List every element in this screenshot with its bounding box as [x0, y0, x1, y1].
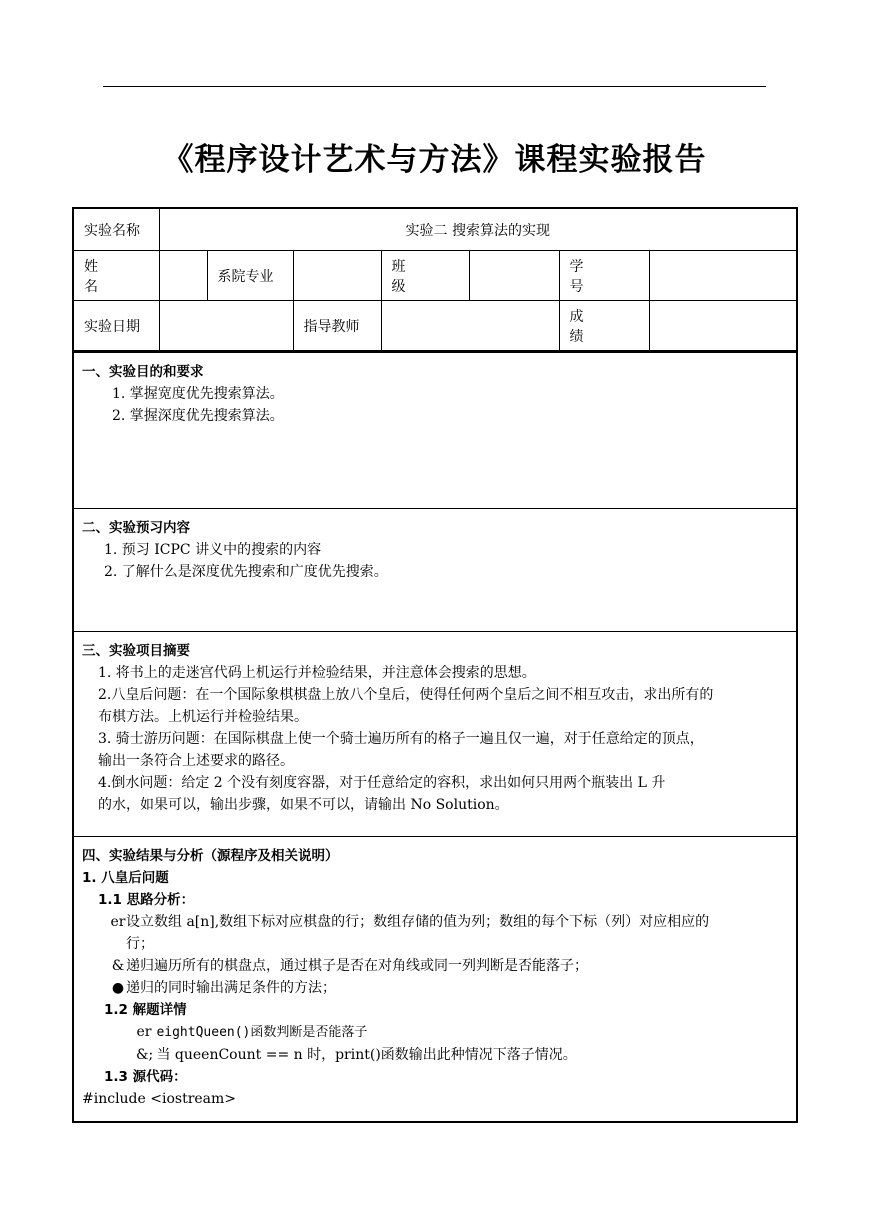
name-value[interactable] — [159, 251, 207, 301]
section-preview — [74, 508, 796, 631]
section-results — [74, 836, 796, 1110]
subheading: 1.3 源代码： — [104, 1069, 187, 1085]
bullet-text: 递归遍历所有的棋盘点，通过棋子是否在对角线或同一列判断是否能落子； — [126, 958, 588, 974]
score-label: 成绩 — [559, 301, 649, 351]
date-value[interactable] — [159, 301, 293, 351]
class-value[interactable] — [469, 251, 559, 301]
exp-name-label: 实验名称 — [74, 209, 159, 251]
subheading: 1.2 解题详情 — [104, 1002, 187, 1018]
list-item: 1. 预习 ICPC 讲义中的搜索的内容 — [104, 542, 322, 558]
list-item: 1. 掌握宽度优先搜索算法。 — [112, 386, 284, 402]
bullet-mark: er — [110, 914, 126, 930]
list-item: 2. 掌握深度优先搜索算法。 — [112, 408, 284, 424]
bullet-mark: & — [111, 958, 125, 974]
code-line: #include <iostream> — [82, 1091, 237, 1107]
score-value[interactable] — [649, 301, 796, 351]
paragraph-line: 的水，如果可以，输出步骤，如果不可以，请输出 No Solution。 — [98, 797, 509, 813]
date-label: 实验日期 — [74, 301, 159, 351]
id-value[interactable] — [649, 251, 796, 301]
section-heading: 四、实验结果与分析（源程序及相关说明） — [82, 848, 339, 864]
bullet-mark: er — [136, 1024, 152, 1040]
paragraph-line: 布棋方法。上机运行并检验结果。 — [98, 709, 308, 725]
report-frame — [72, 207, 798, 1123]
page-title: 《程序设计艺术与方法》课程实验报告 — [162, 142, 707, 178]
bullet-item — [82, 911, 788, 933]
paragraph-line: 输出一条符合上述要求的路径。 — [98, 753, 294, 769]
name-label: 姓名 — [74, 251, 159, 301]
detail-text: 当 queenCount == n 时，print()函数输出此种情况下落子情况。 — [156, 1047, 577, 1063]
bullet-text: 行； — [126, 936, 154, 952]
paragraph-line: 3. 骑士游历问题：在国际棋盘上使一个骑士遍历所有的格子一遍且仅一遍，对于任意给定的顶点， — [98, 731, 704, 747]
problem-title: 1. 八皇后问题 — [82, 870, 169, 886]
id-label: 学号 — [559, 251, 649, 301]
bullet-text: 递归的同时输出满足条件的方法； — [126, 980, 336, 996]
section-heading: 二、实验预习内容 — [82, 520, 190, 536]
bullet-text: 设立数组 a[n],数组下标对应棋盘的行；数组存储的值为列；数组的每个下标（列）对应相应的 — [126, 914, 710, 930]
paragraph-line: 1. 将书上的走迷宫代码上机运行并检验结果，并注意体会搜索的思想。 — [98, 665, 536, 681]
detail-item — [82, 1021, 788, 1044]
section-heading: 三、实验项目摘要 — [82, 643, 190, 659]
list-item: 2. 了解什么是深度优先搜索和广度优先搜索。 — [104, 564, 388, 580]
teacher-value[interactable] — [381, 301, 559, 351]
teacher-label: 指导教师 — [293, 301, 381, 351]
detail-item — [82, 1044, 788, 1066]
paragraph-line: 2.八皇后问题：在一个国际象棋棋盘上放八个皇后，使得任何两个皇后之间不相互攻击，求出所有的 — [98, 687, 714, 703]
bullet-item — [82, 955, 788, 977]
detail-text: eightQueen()函数判断是否能落子 — [156, 1025, 368, 1040]
dept-value[interactable] — [293, 251, 381, 301]
bullet-mark: &; — [136, 1047, 154, 1063]
bullet-mark: ● — [111, 980, 125, 996]
class-label: 班级 — [381, 251, 469, 301]
dept-label: 系院专业 — [207, 251, 293, 301]
section-heading: 一、实验目的和要求 — [82, 364, 204, 380]
paragraph-line: 4.倒水问题：给定 2 个没有刻度容器，对于任意给定的容积，求出如何只用两个瓶装出 L 升 — [98, 775, 666, 791]
exp-name-value: 实验二 搜索算法的实现 — [159, 209, 796, 251]
bullet-item — [82, 933, 788, 955]
info-table — [74, 209, 796, 351]
section-objectives — [74, 351, 796, 508]
top-rule — [103, 86, 766, 87]
bullet-item — [82, 977, 788, 999]
subheading: 1.1 思路分析： — [98, 892, 195, 908]
section-summary — [74, 631, 796, 836]
